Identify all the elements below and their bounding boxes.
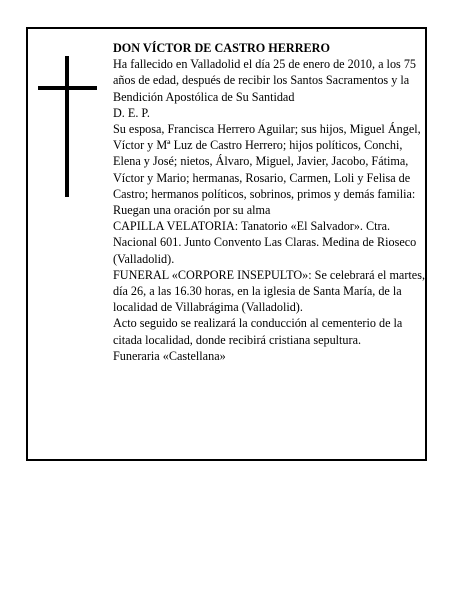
family-list: Su esposa, Francisca Herrero Aguilar; sus hijos, Miguel Ángel, Víctor y Mª Luz de Castro Herrero; hijos políticos, Conchi, Elena y José; nietos, Álvaro, Miguel, Javier, Jacobo, Fátima, Víctor y Mario; hermanas, Rosario, Carmen, Loli y Felisa de Castro; hermanos políticos, sobrinos, primos y demás familia: — [113, 122, 421, 201]
wake-chapel: CAPILLA VELATORIA: Tanatorio «El Salvador». Ctra. Nacional 601. Junto Convento Las Claras. Medina de Rioseco (Valladolid). — [113, 219, 417, 266]
funeral-home: Funeraria «Castellana» — [113, 348, 226, 363]
rip-line: D. E. P. — [113, 105, 150, 120]
cross-vertical-bar — [65, 56, 69, 197]
funeral-details: FUNERAL «CORPORE INSEPULTO»: Se celebrará el martes, día 26, a las 16.30 horas, en la iglesia de Santa María, de la localidad de Villabrágima (Valladolid). — [113, 267, 425, 315]
death-announcement: Ha fallecido en Valladolid el día 25 de enero de 2010, a los 75 años de edad, después de recibir los Santos Sacramentos y la Bendición Apostólica de Su Santidad — [113, 57, 417, 104]
cross-horizontal-bar — [38, 86, 97, 90]
burial-details: Acto seguido se realizará la conducción al cementerio de la citada localidad, donde recibirá cristiana sepultura. — [113, 316, 403, 347]
prayer-request: Ruegan una oración por su alma — [113, 203, 271, 218]
deceased-name: DON VÍCTOR DE CASTRO HERRERO — [113, 41, 330, 55]
obituary-text — [113, 40, 425, 364]
